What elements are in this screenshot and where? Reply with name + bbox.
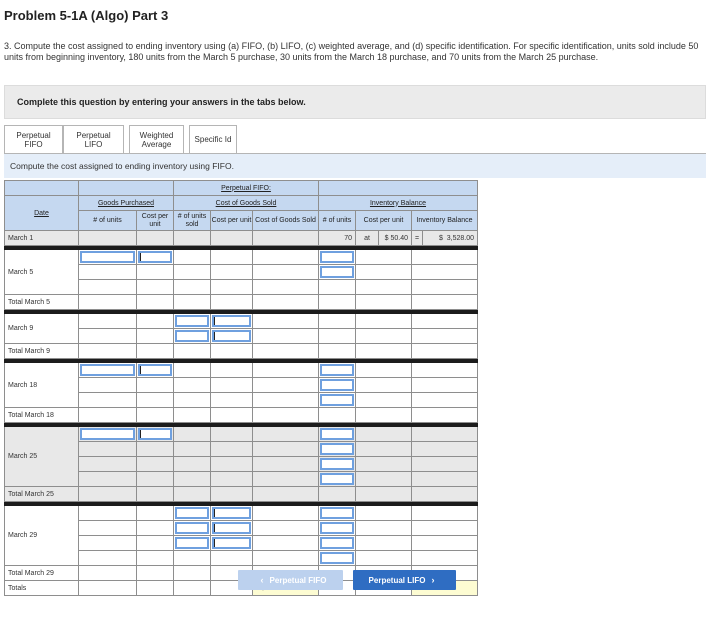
row-date: Total March 18	[5, 408, 79, 423]
march1-at: at	[356, 231, 379, 246]
input-field[interactable]	[175, 507, 209, 519]
input-field[interactable]	[80, 251, 135, 263]
date-header: Date	[5, 196, 79, 231]
instruction-text: Complete this question by entering your answers in the tabs below.	[17, 97, 306, 107]
input-field[interactable]	[175, 537, 209, 549]
input-field[interactable]	[138, 251, 172, 263]
input-field[interactable]	[320, 364, 354, 376]
march1-units: 70	[319, 231, 356, 246]
col-balance-cost: Cost per unit	[356, 211, 412, 231]
input-field[interactable]	[320, 552, 354, 564]
input-field[interactable]	[320, 428, 354, 440]
inventory-balance-header: Inventory Balance	[319, 196, 478, 211]
input-field[interactable]	[320, 394, 354, 406]
col-cogs: Cost of Goods Sold	[253, 211, 319, 231]
row-date: Total March 9	[5, 344, 79, 359]
prev-tab-button[interactable]	[238, 570, 343, 590]
input-field[interactable]	[320, 537, 354, 549]
table-row	[5, 231, 478, 246]
input-field[interactable]	[320, 507, 354, 519]
fifo-inventory-table	[4, 180, 478, 596]
goods-purchased-header: Goods Purchased	[79, 196, 174, 211]
input-field[interactable]	[320, 473, 354, 485]
input-field[interactable]	[212, 315, 251, 327]
input-field[interactable]	[320, 458, 354, 470]
col-inv-balance: Inventory Balance	[412, 211, 478, 231]
march1-balance-currency: $	[438, 234, 443, 242]
cost-of-goods-sold-header: Cost of Goods Sold	[174, 196, 319, 211]
input-field[interactable]	[80, 428, 135, 440]
input-field[interactable]	[138, 364, 172, 376]
col-purchased-units: # of units	[79, 211, 137, 231]
chevron-right-icon: ›	[431, 575, 435, 585]
march1-balance-value: 3,528.00	[446, 234, 474, 242]
header-blank-2	[79, 181, 174, 196]
col-sold-cost: Cost per unit	[211, 211, 253, 231]
chevron-left-icon: ‹	[260, 575, 264, 585]
row-date: March 5	[5, 250, 79, 295]
col-balance-units: # of units	[319, 211, 356, 231]
input-field[interactable]	[138, 428, 172, 440]
input-field[interactable]	[175, 522, 209, 534]
row-date: Total March 25	[5, 487, 79, 502]
tab-perpetual-fifo[interactable]: Perpetual FIFO	[4, 125, 63, 154]
input-field[interactable]	[175, 315, 209, 327]
page-title: Problem 5-1A (Algo) Part 3	[4, 8, 169, 23]
table-title: Perpetual FIFO:	[174, 181, 319, 196]
next-tab-label: Perpetual LIFO	[368, 575, 426, 585]
row-date: March 18	[5, 363, 79, 408]
input-field[interactable]	[212, 522, 251, 534]
input-field[interactable]	[320, 251, 354, 263]
tab-perpetual-lifo[interactable]: Perpetual LIFO	[63, 125, 124, 154]
input-field[interactable]	[320, 266, 354, 278]
row-date: Total March 5	[5, 295, 79, 310]
row-date: March 1	[5, 231, 79, 246]
question-description: 3. Compute the cost assigned to ending inventory using (a) FIFO, (b) LIFO, (c) weighted average, and (d) specific identification. For specific identification, units sold include 50 units from beginning inventory, 180 units from the March 5 purchase, 30 units from the March 18 purchase, and 70 units from the March 25 purchase.	[4, 41, 699, 62]
input-field[interactable]	[175, 330, 209, 342]
row-date: Totals	[5, 581, 79, 596]
header-blank-3	[319, 181, 478, 196]
input-field[interactable]	[212, 330, 251, 342]
input-field[interactable]	[320, 443, 354, 455]
row-date: March 29	[5, 506, 79, 566]
instruction-box	[4, 85, 706, 119]
input-field[interactable]	[320, 379, 354, 391]
input-field[interactable]	[212, 507, 251, 519]
input-field[interactable]	[80, 364, 135, 376]
col-units-sold: # of units sold	[174, 211, 211, 231]
input-field[interactable]	[320, 522, 354, 534]
tab-specific-id[interactable]: Specific Id	[189, 125, 237, 154]
tab-weighted-average[interactable]	[129, 125, 184, 154]
next-tab-button[interactable]	[353, 570, 456, 590]
subtitle-text: Compute the cost assigned to ending inventory using FIFO.	[10, 161, 234, 171]
march1-balance	[423, 231, 478, 246]
prev-tab-label: Perpetual FIFO	[269, 575, 327, 585]
march1-cost: $ 50.40	[379, 231, 412, 246]
input-field[interactable]	[212, 537, 251, 549]
col-purchased-cost: Cost per unit	[137, 211, 174, 231]
header-blank	[5, 181, 79, 196]
tab-bar	[4, 125, 242, 154]
tab-weighted-average-label: Weighted Average	[139, 130, 174, 149]
march1-equals: =	[412, 231, 423, 246]
row-date: March 9	[5, 314, 79, 344]
row-date: March 25	[5, 427, 79, 487]
row-date: Total March 29	[5, 566, 79, 581]
subtitle-bar	[4, 154, 706, 178]
